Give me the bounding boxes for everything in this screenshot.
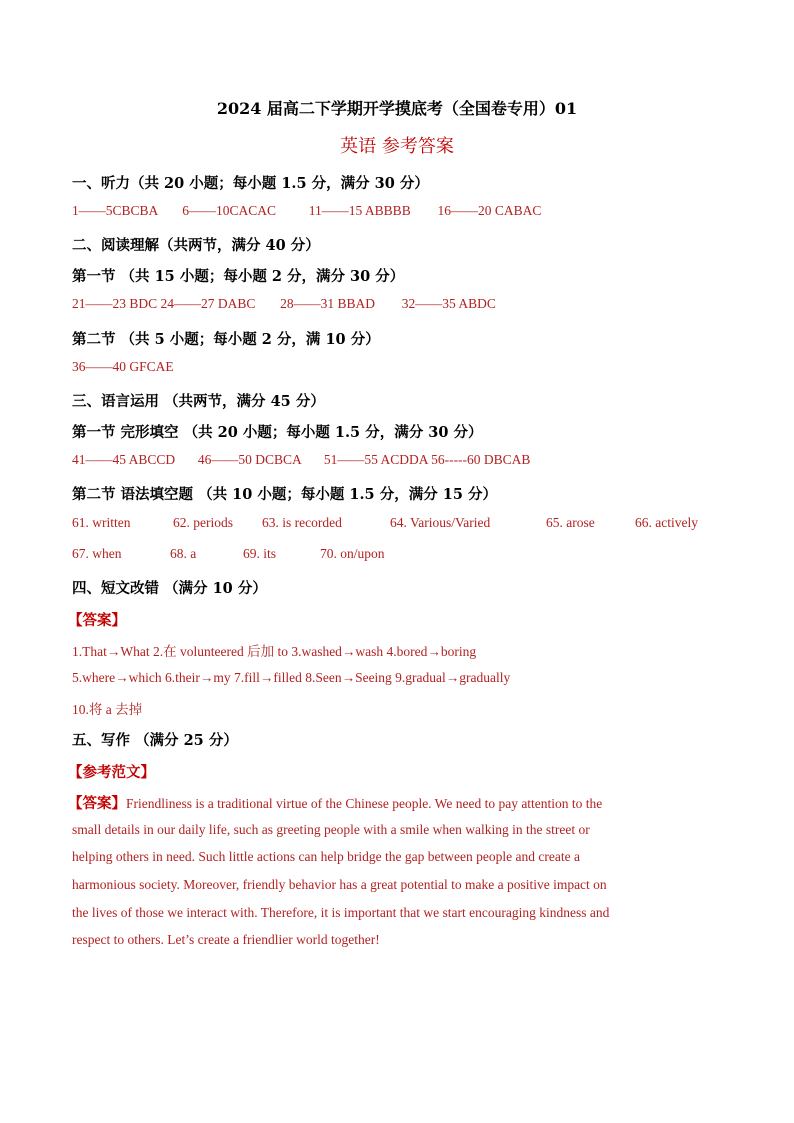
grammar-answer: 61. written: [72, 515, 131, 530]
grammar-fill-heading: 第二节 语法填空题 （共 10 小题；每小题 1.5 分，满分 15 分）: [72, 486, 497, 503]
reading-part1-heading: 第一节 （共 15 小题；每小题 2 分，满分 30 分）: [72, 268, 405, 285]
grammar-answer: 69. its: [243, 546, 277, 561]
grammar-fill-row-2: [72, 546, 385, 562]
essay-line-5: the lives of those we interact with. Therefore, it is important that we start encouraging kindness and: [72, 905, 610, 920]
section-writing-heading: 五、写作 （满分 25 分）: [72, 732, 238, 749]
essay-line-2: small details in our daily life, such as greeting people with a smile when walking in the street or: [72, 822, 590, 837]
essay-text: Friendliness is a traditional virtue of the Chinese people. We need to pay attention to the: [126, 796, 603, 811]
grammar-answer: 68. a: [170, 546, 197, 561]
correction-line-3: 10.将 a 去掉: [72, 702, 143, 717]
answer-group: 28——31 BBAD: [280, 296, 376, 311]
grammar-answer: 70. on/upon: [320, 546, 385, 561]
answer-group: 11——15 ABBBB: [308, 203, 411, 218]
grammar-fill-row-1: [72, 515, 698, 531]
grammar-answer: 62. periods: [173, 515, 233, 530]
section-correction-heading: 四、短文改错 （满分 10 分）: [72, 580, 267, 597]
answer-group: 16——20 CABAC: [437, 203, 542, 218]
answer-group: 1——5CBCBA: [72, 203, 158, 218]
sample-essay-tag: 【参考范文】: [68, 764, 155, 781]
reading-part2-heading: 第二节 （共 5 小题；每小题 2 分，满 10 分）: [72, 331, 380, 348]
correction-line-1: 1.That→What 2.在 volunteered 后加 to 3.washed→wash 4.bored→boring: [72, 644, 477, 659]
grammar-answer: 66. actively: [635, 515, 698, 530]
correction-answer-tag: 【答案】: [68, 612, 126, 629]
grammar-answer: 65. arose: [546, 515, 595, 530]
section-language-heading: 三、语言运用 （共两节，满分 45 分）: [72, 393, 325, 410]
answer-group: 21——23 BDC 24——27 DABC: [72, 296, 256, 311]
answer-group: 46——50 DCBCA: [197, 452, 302, 467]
reading-part1-answers: [72, 296, 496, 312]
page-subtitle: 英语 参考答案: [340, 136, 454, 157]
essay-line-6: respect to others. Let’s create a friendlier world together!: [72, 932, 380, 947]
reading-part2-answers: 36——40 GFCAE: [72, 359, 174, 374]
answer-group: 32——35 ABDC: [401, 296, 496, 311]
essay-line-1: [68, 792, 602, 813]
correction-line-2: 5.where→which 6.their→my 7.fill→filled 8.Seen→Seeing 9.gradual→gradually: [72, 670, 511, 685]
answer-group: 41——45 ABCCD: [72, 452, 176, 467]
grammar-answer: 63. is recorded: [262, 515, 342, 530]
grammar-answer: 67. when: [72, 546, 122, 561]
listening-answers: [72, 203, 541, 219]
grammar-answer: 64. Various/Varied: [390, 515, 491, 530]
essay-line-3: helping others in need. Such little actions can help bridge the gap between people and create a: [72, 849, 580, 864]
page-title: 2024 届高二下学期开学摸底考（全国卷专用）01: [216, 99, 578, 118]
section-reading-heading: 二、阅读理解（共两节，满分 40 分）: [72, 237, 320, 254]
answer-group: 6——10CACAC: [182, 203, 277, 218]
answer-group: 51——55 ACDDA 56-----60 DBCAB: [323, 452, 531, 467]
section-listening-heading: 一、听力（共 20 小题；每小题 1.5 分，满分 30 分）: [72, 175, 429, 192]
essay-answer-tag: 【答案】: [68, 796, 126, 812]
cloze-heading: 第一节 完形填空 （共 20 小题；每小题 1.5 分，满分 30 分）: [72, 424, 483, 441]
cloze-answers: [72, 452, 530, 468]
essay-line-4: harmonious society. Moreover, friendly behavior has a great potential to make a positive impact on: [72, 877, 607, 892]
